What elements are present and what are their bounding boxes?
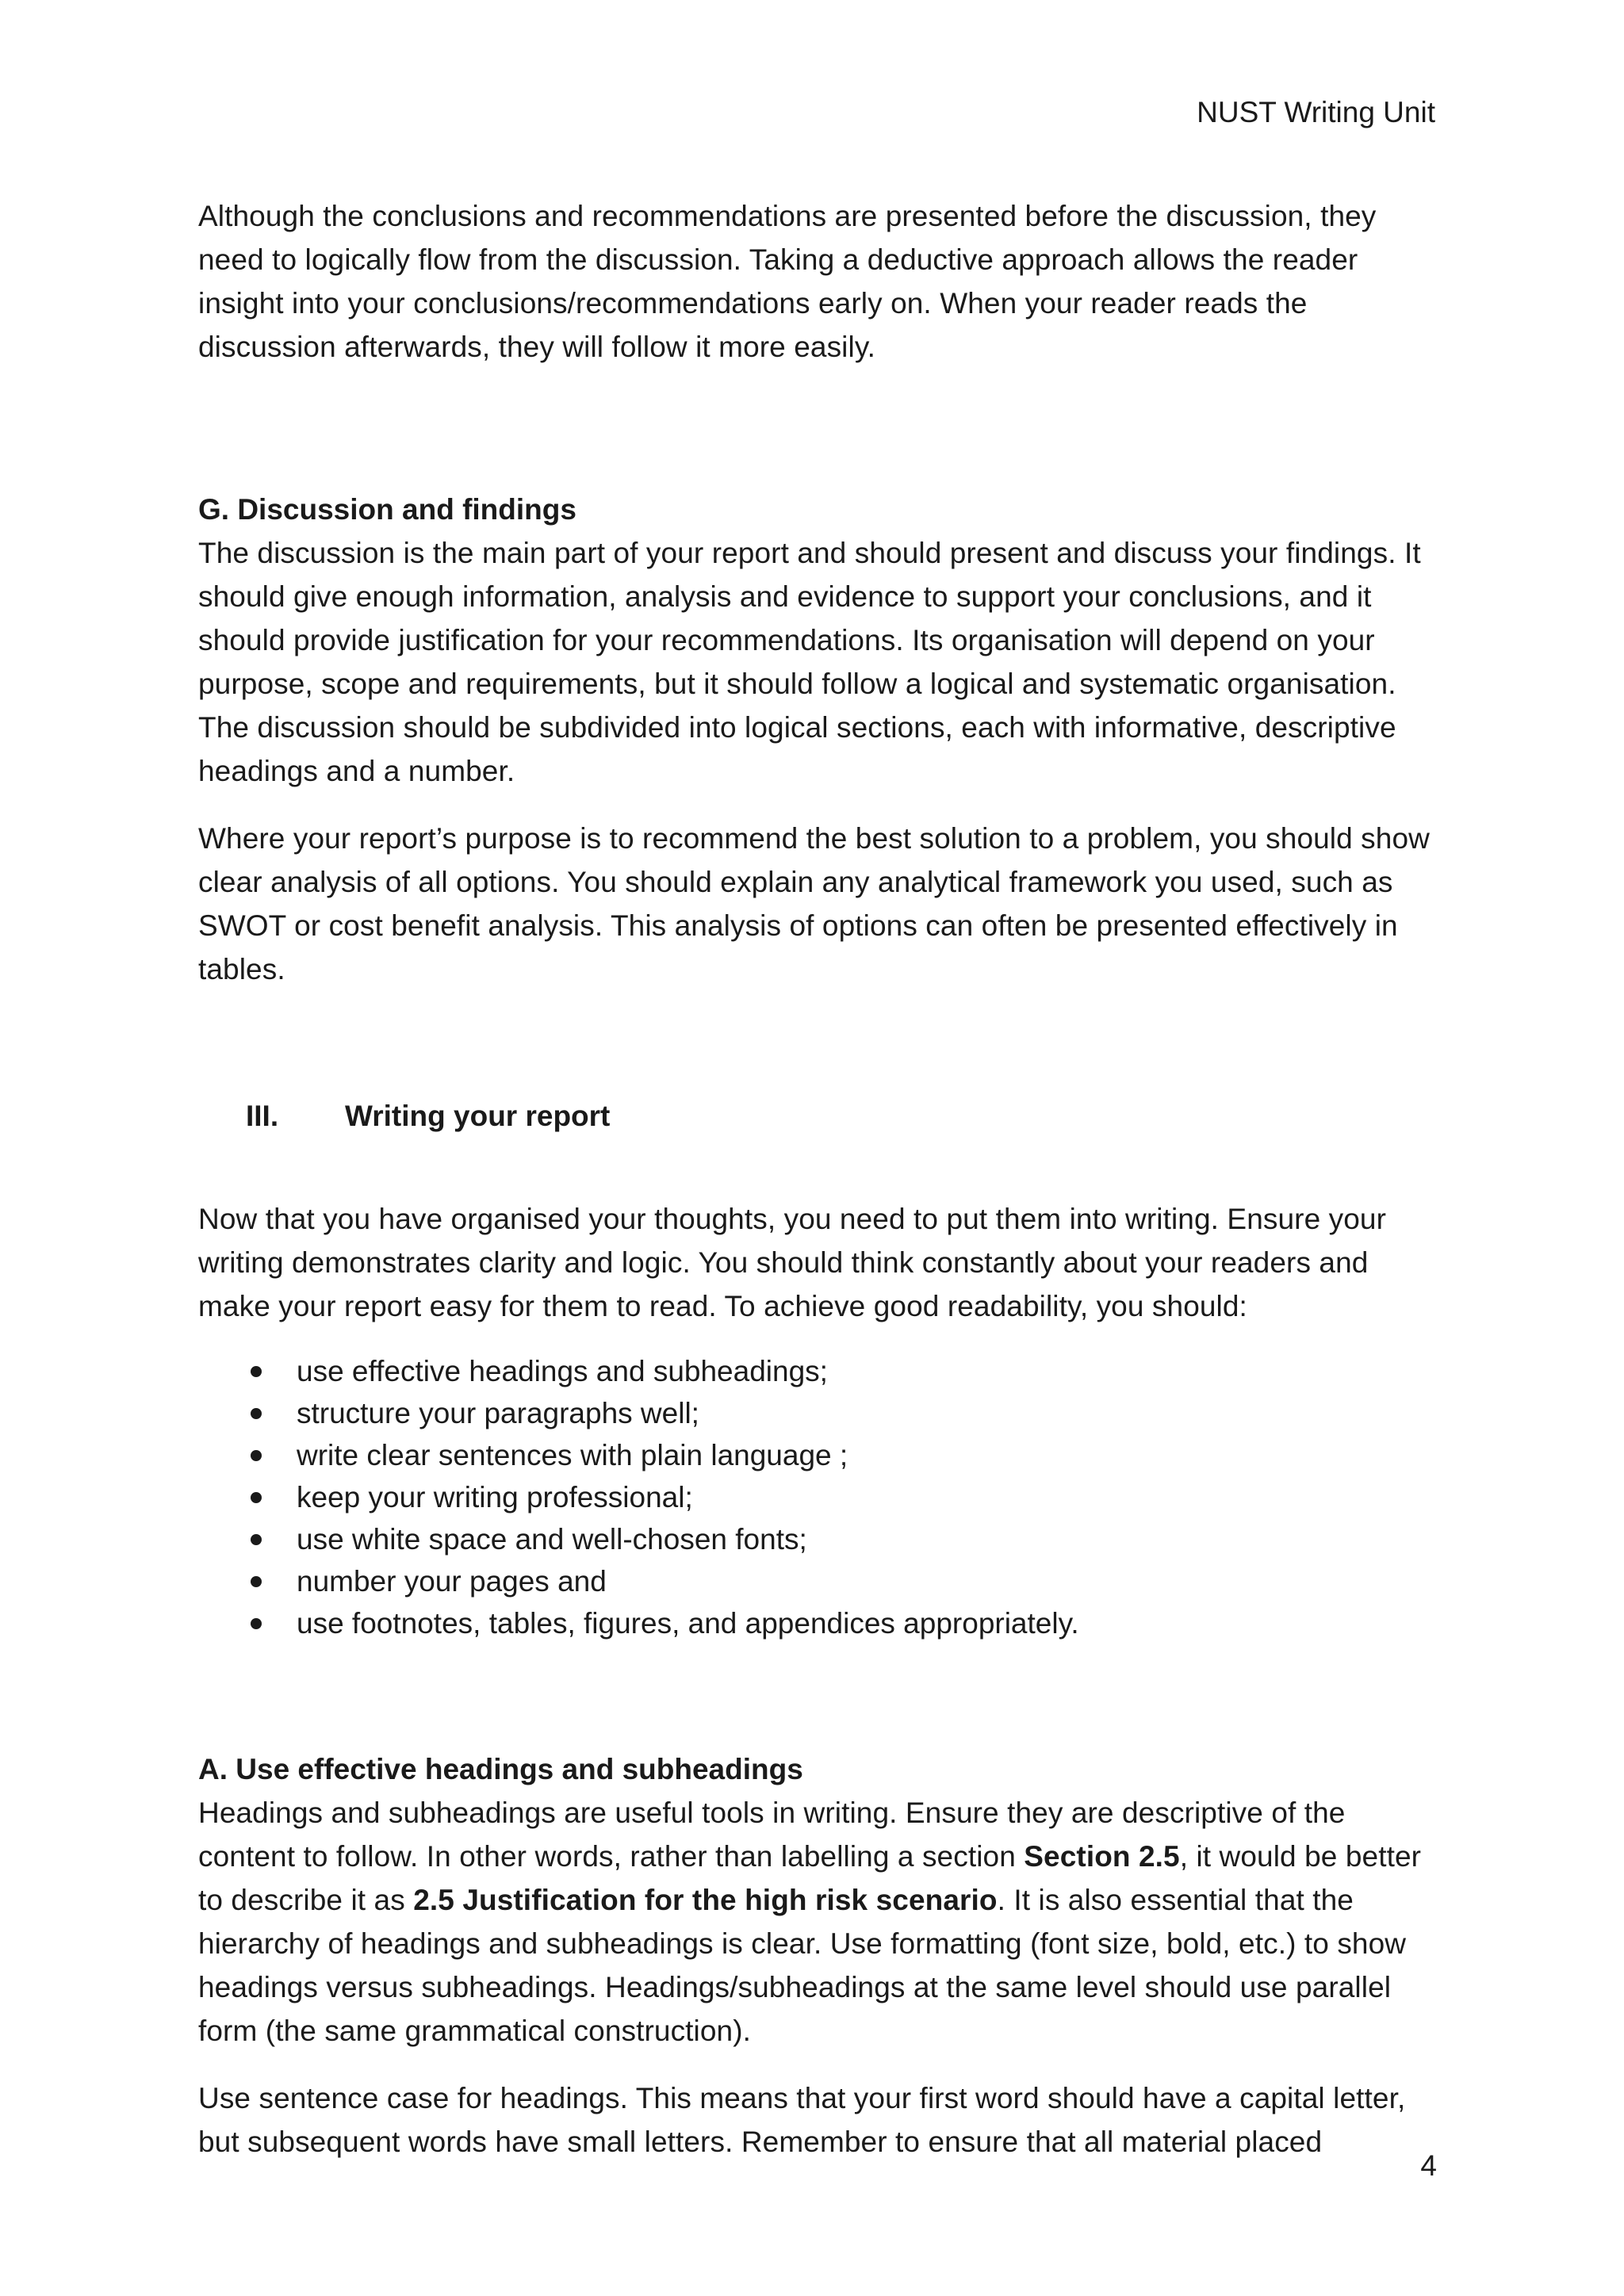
section-iii-heading [198,1094,1443,1138]
list-item-text: structure your paragraphs well; [297,1397,699,1429]
section-a-text-part-3: . It is also essential that the hierarchy of headings and subheadings is clear. Use formatting (font size, bold, etc.) to show headings versus subheadings. Headings/subheadings at the same level should use parallel form (the same grammatical construction). [198,1884,1407,2047]
list-item [247,1476,1443,1518]
running-header: NUST Writing Unit [1197,96,1435,128]
section-iii-title: Writing your report [345,1100,611,1132]
list-item [247,1518,1443,1560]
list-item [247,1602,1443,1644]
section-g-paragraph-2: Where your report’s purpose is to recommend the best solution to a problem, you should show clear analysis of all options. You should explain any analytical framework you used, such as SWOT or cost benefit analysis. This analysis of options can often be presented effectively in tables. [198,822,1430,985]
intro-paragraph: Although the conclusions and recommendations are presented before the discussion, they need to logically flow from the discussion. Taking a deductive approach allows the reader insight into your conclusions/recommendations early on. When your reader reads the discussion afterwards, they will follow it more easily. [198,200,1377,363]
bullet-icon [251,1576,262,1587]
bullet-icon [251,1492,262,1503]
page-content [198,194,1443,2164]
section-a-paragraph-2: Use sentence case for headings. This means that your first word should have a capital letter, but subsequent words have small letters. Remember to ensure that all material placed [198,2082,1406,2158]
list-item [247,1350,1443,1392]
section-a-bold-term-2: 2.5 Justification for the high risk scenario [413,1884,998,1916]
list-item-text: use effective headings and subheadings; [297,1355,828,1387]
readability-list [198,1350,1443,1644]
list-item-text: keep your writing professional; [297,1481,693,1513]
section-iii-number: III. [246,1100,279,1132]
bullet-icon [251,1408,262,1419]
section-g-heading: G. Discussion and findings [198,493,576,526]
section-iii-intro: Now that you have organised your thoughts, you need to put them into writing. Ensure your writing demonstrates clarity and logic. You should think constantly about your readers and make your report easy for them to read. To achieve good readability, you should: [198,1203,1387,1322]
list-item-text: use white space and well-chosen fonts; [297,1523,807,1556]
bullet-icon [251,1450,262,1461]
list-item [247,1434,1443,1476]
section-a-paragraph-1 [198,1791,1443,2053]
bullet-icon [251,1618,262,1629]
section-a-text-part-1: Headings and subheadings are useful tools in writing. Ensure they are descriptive of the content to follow. In other words, rather than labelling a section [198,1797,1346,1873]
list-item-text: number your pages and [297,1565,607,1598]
section-a-heading: A. Use effective headings and subheadings [198,1753,803,1785]
section-a-text-part-2: , it would be better to describe it as [198,1840,1422,1916]
bullet-icon [251,1534,262,1545]
list-item [247,1392,1443,1434]
section-a-bold-term-1: Section 2.5 [1024,1840,1180,1873]
list-item-text: use footnotes, tables, figures, and appendices appropriately. [297,1607,1079,1640]
bullet-icon [251,1366,262,1377]
list-item [247,1560,1443,1602]
section-g-paragraph-1: The discussion is the main part of your report and should present and discuss your findings. It should give enough information, analysis and evidence to support your conclusions, and it should provide justification for your recommendations. Its organisation will depend on your purpose, scope and requirements, but it should follow a logical and systematic organisation. The discussion should be subdivided into logical sections, each with informative, descriptive headings and a number. [198,537,1421,787]
page-number: 4 [1420,2149,1437,2182]
list-item-text: write clear sentences with plain language ; [297,1439,848,1471]
